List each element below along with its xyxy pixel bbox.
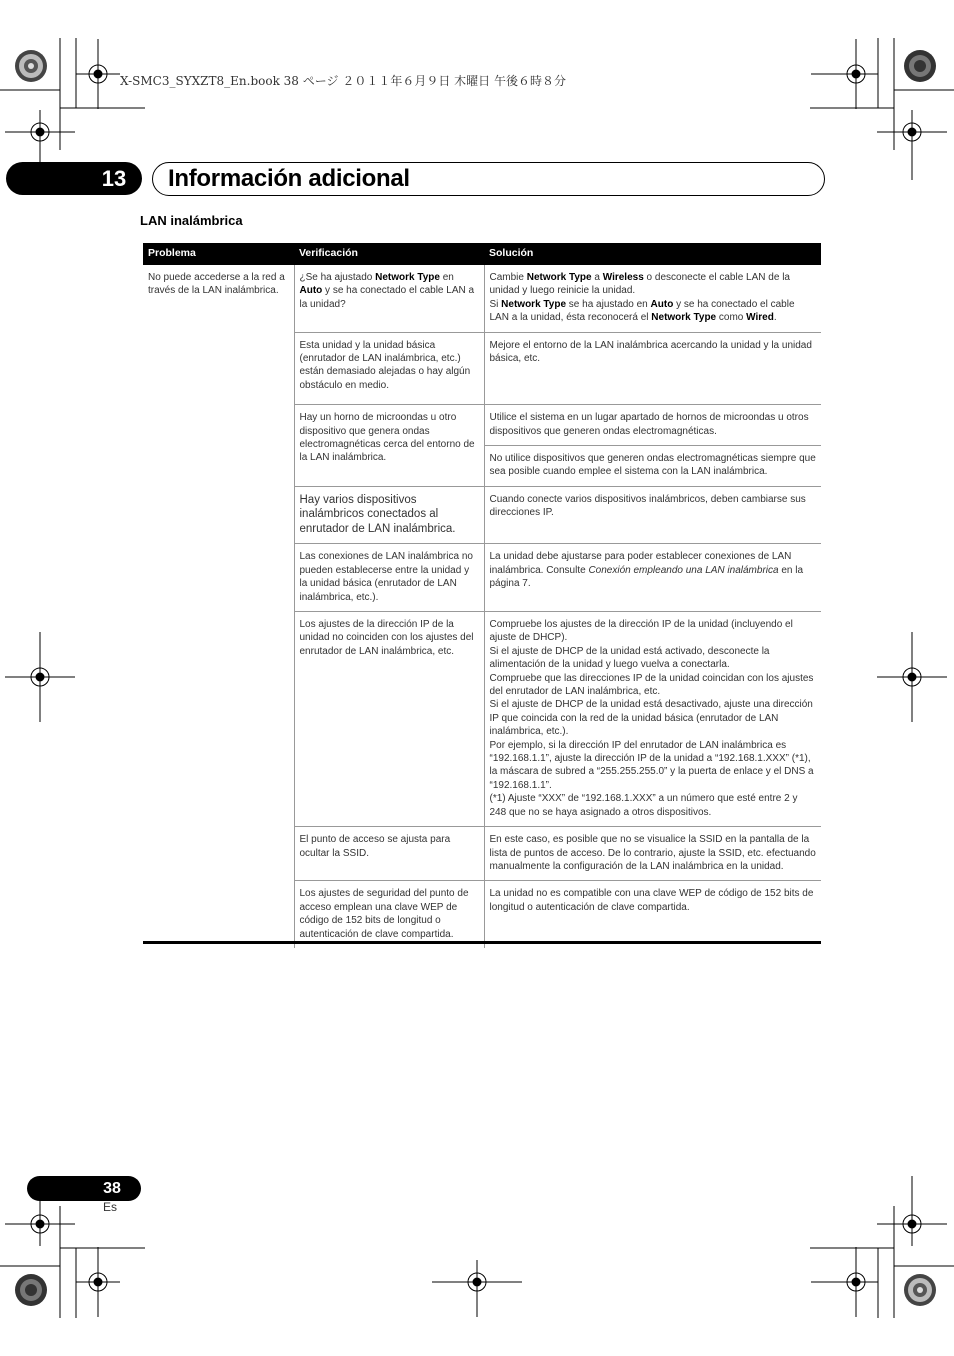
table-row bbox=[143, 265, 821, 332]
check-cell: Los ajustes de la dirección IP de la unidad no coinciden con los ajustes del enrutador de LAN inalámbrica, etc. bbox=[294, 612, 484, 827]
text-run: y se ha conectado el cable LAN a la unidad? bbox=[299, 285, 475, 310]
table-header-row bbox=[143, 243, 821, 265]
check-cell: Los ajustes de seguridad del punto de acceso emplean una clave WEP de código de 152 bits de longitud o autenticación de clave compartida. bbox=[294, 881, 484, 948]
solution-cell: En este caso, es posible que no se visualice la SSID en la pantalla de la lista de puntos de acceso. De lo contrario, ajuste la SSID, etc. efectuando manualmente la configuración de la LAN inalámbrica en la unidad. bbox=[484, 827, 821, 881]
cross-reference: Conexión empleando una LAN inalámbrica bbox=[588, 564, 779, 576]
setting-name: Network Type bbox=[526, 272, 592, 283]
solution-line: Si el ajuste de DHCP de la unidad está desactivado, ajuste una dirección IP que coincida con la red de la unidad básica (enrutador de LAN inalámbrica, etc.). bbox=[489, 699, 813, 738]
table-bottom-rule bbox=[143, 941, 821, 944]
column-header-solution: Solución bbox=[484, 243, 821, 265]
solution-line: Por ejemplo, si la dirección IP del enrutador de LAN inalámbrica es “192.168.1.1”, ajuste la dirección IP de la unidad a “192.168.1.XXX” (*1), la máscara de subred a “255.255.255.0” y la puerta de enlace y el DNS a “192.168.1.1”. bbox=[489, 739, 814, 791]
check-cell bbox=[294, 265, 484, 332]
text-run: como bbox=[716, 312, 747, 324]
check-cell: Las conexiones de LAN inalámbrica no pueden establecerse entre la unidad y la unidad básica (enrutador de LAN inalámbrica, etc.). bbox=[294, 544, 484, 612]
text-run: Si bbox=[489, 298, 502, 310]
solution-line: Compruebe que las direcciones IP de la unidad coincidan con los ajustes del enrutador de LAN inalámbrica, etc. bbox=[489, 672, 814, 698]
text-run: y se ha conectado el cable LAN a la unidad, ésta reconocerá el bbox=[489, 298, 795, 324]
print-header-line: X-SMC3_SYXZT8_En.book 38 ページ ２０１１年６月９日 木曜日 午後６時８分 bbox=[120, 74, 566, 88]
check-cell: El punto de acceso se ajusta para ocultar la SSID. bbox=[294, 827, 484, 881]
language-code: Es bbox=[103, 1200, 118, 1214]
text-run: o desconecte el cable LAN de la unidad y luego reinicie la unidad. bbox=[489, 272, 790, 297]
problem-cell: No puede accederse a la red a través de la LAN inalámbrica. bbox=[143, 265, 294, 948]
column-header-check: Verificación bbox=[294, 243, 484, 265]
text-run: . bbox=[773, 312, 777, 324]
check-cell: Esta unidad y la unidad básica (enrutador de LAN inalámbrica, etc.) están demasiado alejadas o hay algún obstáculo en medio. bbox=[294, 332, 484, 405]
solution-line: (*1) Ajuste “XXX” de “192.168.1.XXX” a un número que esté entre 2 y 248 que no se haya asignado a otros dispositivos. bbox=[489, 793, 798, 818]
solution-cell: Mejore el entorno de la LAN inalámbrica acercando la unidad y la unidad básica, etc. bbox=[484, 332, 821, 405]
text-run: en la página 7. bbox=[489, 564, 804, 590]
text-run: a bbox=[591, 272, 603, 283]
setting-name: Network Type bbox=[375, 272, 440, 283]
setting-value: Auto bbox=[299, 285, 323, 297]
text-run: en bbox=[439, 272, 454, 283]
solution-cell bbox=[484, 544, 821, 612]
text-run: Cambie bbox=[489, 272, 527, 283]
solution-cell: La unidad no es compatible con una clave WEP de código de 152 bits de longitud o autenticación de clave compartida. bbox=[484, 881, 821, 948]
chapter-number: 13 bbox=[101, 166, 127, 191]
setting-value: Wired bbox=[746, 312, 774, 324]
text-run: se ha ajustado en bbox=[566, 298, 651, 310]
solution-line: Compruebe los ajustes de la dirección IP de la unidad (incluyendo el ajuste de DHCP). bbox=[489, 619, 793, 644]
solution-cell bbox=[484, 265, 821, 332]
text-run: La unidad debe ajustarse para poder establecer conexiones de LAN inalámbrica. Consulte bbox=[489, 551, 792, 576]
setting-value: Auto bbox=[650, 298, 674, 310]
solution-line: Si el ajuste de DHCP de la unidad está activado, desconecte la alimentación de la unidad y luego vuelva a conectarla. bbox=[489, 645, 770, 671]
text-run: ¿Se ha ajustado bbox=[299, 272, 376, 283]
section-heading: LAN inalámbrica bbox=[140, 213, 243, 228]
troubleshooting-table bbox=[143, 243, 821, 948]
setting-name: Network Type bbox=[651, 312, 717, 324]
solution-cell: Utilice el sistema en un lugar apartado de hornos de microondas u otros dispositivos que generen ondas electromagnéticas. bbox=[484, 405, 821, 446]
check-cell: Hay un horno de microondas u otro dispositivo que genera ondas electromagnéticas cerca del entorno de la LAN inalámbrica. bbox=[294, 405, 484, 487]
solution-cell: No utilice dispositivos que generen ondas electromagnéticas siempre que sea posible cuando emplee el sistema con la LAN inalámbrica. bbox=[484, 446, 821, 487]
page-number: 38 bbox=[103, 1180, 121, 1197]
column-header-problem: Problema bbox=[143, 243, 294, 265]
chapter-title: Información adicional bbox=[168, 165, 410, 192]
solution-cell: Cuando conecte varios dispositivos inalámbricos, deben cambiarse sus direcciones IP. bbox=[484, 486, 821, 544]
setting-value: Wireless bbox=[602, 272, 644, 283]
check-cell: Hay varios dispositivos inalámbricos conectados al enrutador de LAN inalámbrica. bbox=[294, 486, 484, 544]
setting-name: Network Type bbox=[501, 298, 567, 310]
solution-cell bbox=[484, 612, 821, 827]
